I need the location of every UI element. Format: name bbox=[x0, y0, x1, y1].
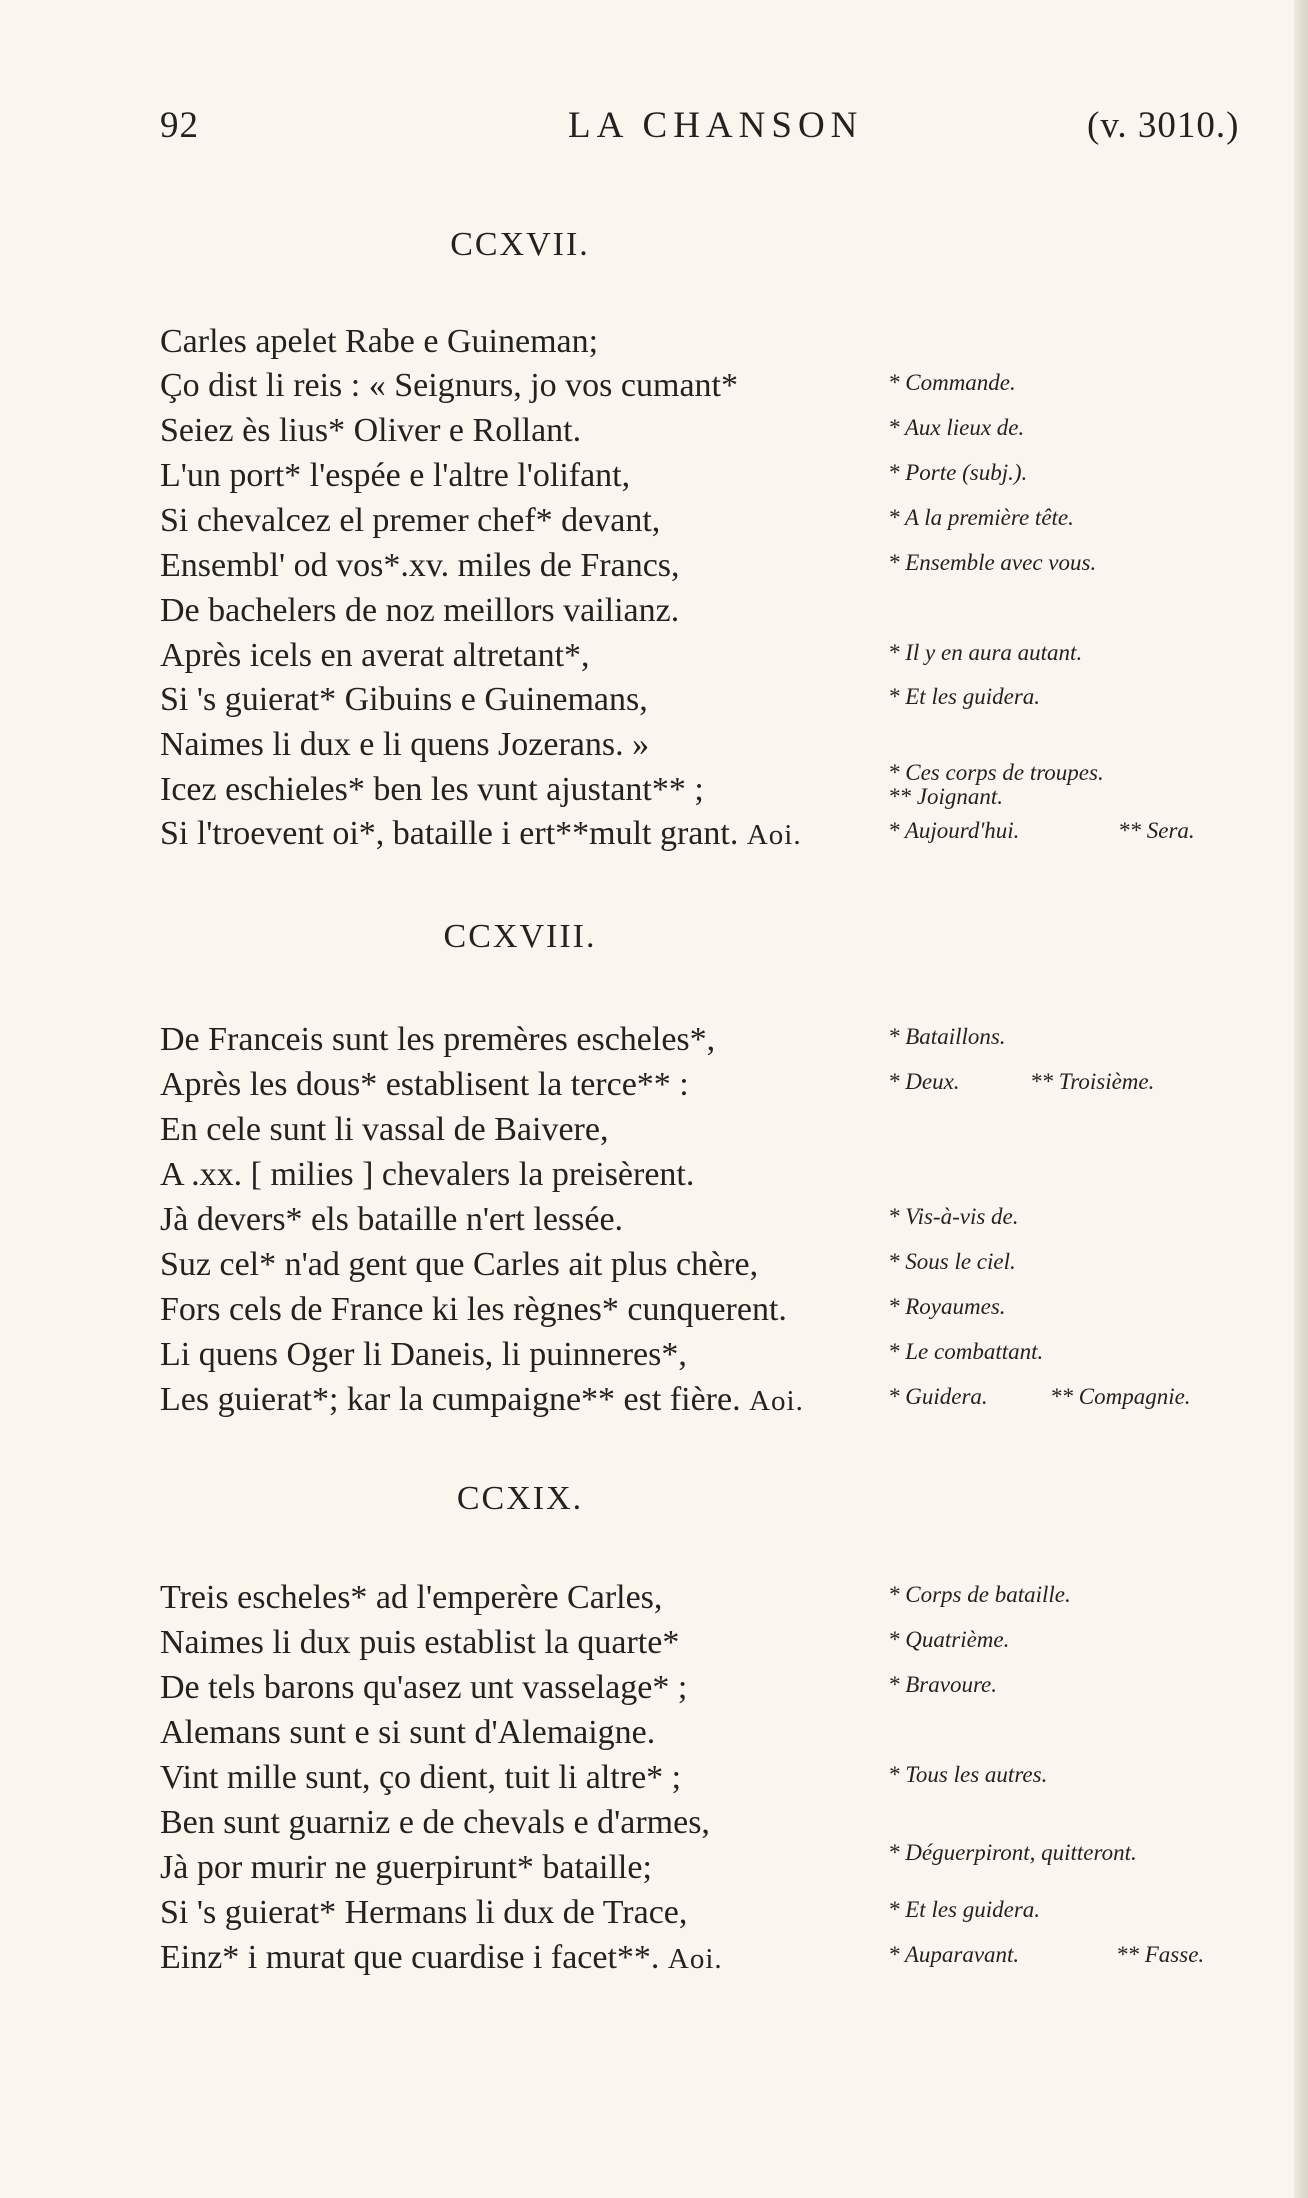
verse-line: Suz cel* n'ad gent que Carles ait plus chère, bbox=[160, 1246, 759, 1283]
gloss-note: * Deux. bbox=[888, 1069, 960, 1094]
verse-line: A .xx. [ milies ] chevalers la preisèrent. bbox=[160, 1156, 695, 1193]
gloss-note: ** Compagnie. bbox=[1050, 1384, 1191, 1409]
verse-line: Après les dous* establisent la terce** : bbox=[160, 1066, 689, 1103]
gloss-note: * Aujourd'hui. bbox=[888, 818, 1020, 843]
verse-reference: (v. 3010.) bbox=[1087, 105, 1240, 146]
page-number: 92 bbox=[160, 105, 199, 146]
verse-line: Si 's guierat* Hermans li dux de Trace, bbox=[160, 1894, 688, 1931]
gloss-note: * Sous le ciel. bbox=[888, 1249, 1016, 1274]
verse-line: En cele sunt li vassal de Baivere, bbox=[160, 1111, 609, 1148]
verse-line: Alemans sunt e si sunt d'Alemaigne. bbox=[160, 1714, 656, 1751]
gloss-note: ** Sera. bbox=[1118, 818, 1195, 843]
verse-line: Li quens Oger li Daneis, li puinneres*, bbox=[160, 1336, 687, 1373]
verse-line bbox=[160, 1938, 723, 1979]
gloss-note: * Tous les autres. bbox=[888, 1762, 1048, 1787]
gloss-note: * Il y en aura autant. bbox=[888, 640, 1083, 665]
verse-text: Si l'troevent oi*, bataille i ert**mult grant. bbox=[160, 815, 739, 852]
gloss-note: * Bravoure. bbox=[888, 1672, 998, 1697]
gloss-note: * Quatrième. bbox=[888, 1627, 1010, 1652]
gloss-note: * Corps de bataille. bbox=[888, 1582, 1071, 1607]
verse-line: Si chevalcez el premer chef* devant, bbox=[160, 502, 661, 539]
verse-line: Carles apelet Rabe e Guineman; bbox=[160, 323, 599, 360]
verse-line: Fors cels de France ki les règnes* cunquerent. bbox=[160, 1291, 787, 1328]
gloss-note: * Ces corps de troupes. bbox=[888, 760, 1104, 785]
verse-text: Einz* i murat que cuardise i facet**. bbox=[160, 1939, 660, 1976]
verse-line: Treis escheles* ad l'emperère Carles, bbox=[160, 1579, 663, 1616]
verse-line: Jà devers* els bataille n'ert lessée. bbox=[160, 1201, 624, 1238]
verse-line: L'un port* l'espée e l'altre l'olifant, bbox=[160, 457, 631, 494]
gloss-note: ** Joignant. bbox=[888, 784, 1003, 809]
verse-line: Vint mille sunt, ço dient, tuit li altre* ; bbox=[160, 1759, 682, 1796]
gloss-note: * Bataillons. bbox=[888, 1024, 1006, 1049]
section-heading: CCXIX. bbox=[456, 1480, 584, 1517]
gloss-note: * Commande. bbox=[888, 370, 1016, 395]
gloss-note: ** Troisième. bbox=[1030, 1069, 1155, 1094]
page-edge bbox=[1294, 0, 1308, 2198]
verse-line: Naimes li dux e li quens Jozerans. » bbox=[160, 726, 650, 763]
verse-line: De Franceis sunt les premères escheles*, bbox=[160, 1021, 716, 1058]
gloss-note: * Porte (subj.). bbox=[888, 460, 1028, 485]
gloss-note: * Et les guidera. bbox=[888, 684, 1041, 709]
verse-line: Ensembl' od vos*.xv. miles de Francs, bbox=[160, 547, 680, 584]
gloss-note: * Guidera. bbox=[888, 1384, 988, 1409]
verse-line bbox=[160, 1380, 804, 1421]
section-heading: CCXVIII. bbox=[443, 918, 597, 955]
gloss-note: * Ensemble avec vous. bbox=[888, 550, 1097, 575]
verse-line: Jà por murir ne guerpirunt* bataille; bbox=[160, 1849, 652, 1886]
gloss-note: * Et les guidera. bbox=[888, 1897, 1041, 1922]
verse-line: De bachelers de noz meillors vailianz. bbox=[160, 592, 680, 629]
gloss-note: * Vis-à-vis de. bbox=[888, 1204, 1019, 1229]
gloss-note: ** Fasse. bbox=[1116, 1942, 1205, 1967]
verse-line: Icez eschieles* ben les vunt ajustant** ; bbox=[160, 771, 704, 808]
verse-text: Les guierat*; kar la cumpaigne** est fière. bbox=[160, 1381, 741, 1418]
aoi-refrain: Aoi. bbox=[749, 1385, 804, 1417]
verse-line: Seiez ès lius* Oliver e Rollant. bbox=[160, 412, 582, 449]
gloss-note: * Le combattant. bbox=[888, 1339, 1044, 1364]
verse-line: Après icels en averat altretant*, bbox=[160, 637, 590, 674]
verse-line: Si 's guierat* Gibuins e Guinemans, bbox=[160, 681, 648, 718]
verse-line: Ben sunt guarniz e de chevals e d'armes, bbox=[160, 1804, 710, 1841]
running-title: LA CHANSON bbox=[568, 105, 864, 146]
aoi-refrain: Aoi. bbox=[667, 1943, 723, 1975]
gloss-note: * Aux lieux de. bbox=[888, 415, 1025, 440]
aoi-refrain: Aoi. bbox=[746, 819, 802, 851]
verse-line: Naimes li dux puis establist la quarte* bbox=[160, 1624, 680, 1661]
verse-line bbox=[160, 814, 802, 855]
section-heading: CCXVII. bbox=[450, 226, 590, 263]
gloss-note: * Royaumes. bbox=[888, 1294, 1006, 1319]
gloss-note: * A la première tête. bbox=[888, 505, 1074, 530]
verse-line: De tels barons qu'asez unt vasselage* ; bbox=[160, 1669, 688, 1706]
verse-line: Ço dist li reis : « Seignurs, jo vos cumant* bbox=[160, 367, 738, 404]
gloss-note: * Auparavant. bbox=[888, 1942, 1020, 1967]
gloss-note: * Déguerpiront, quitteront. bbox=[888, 1840, 1137, 1865]
